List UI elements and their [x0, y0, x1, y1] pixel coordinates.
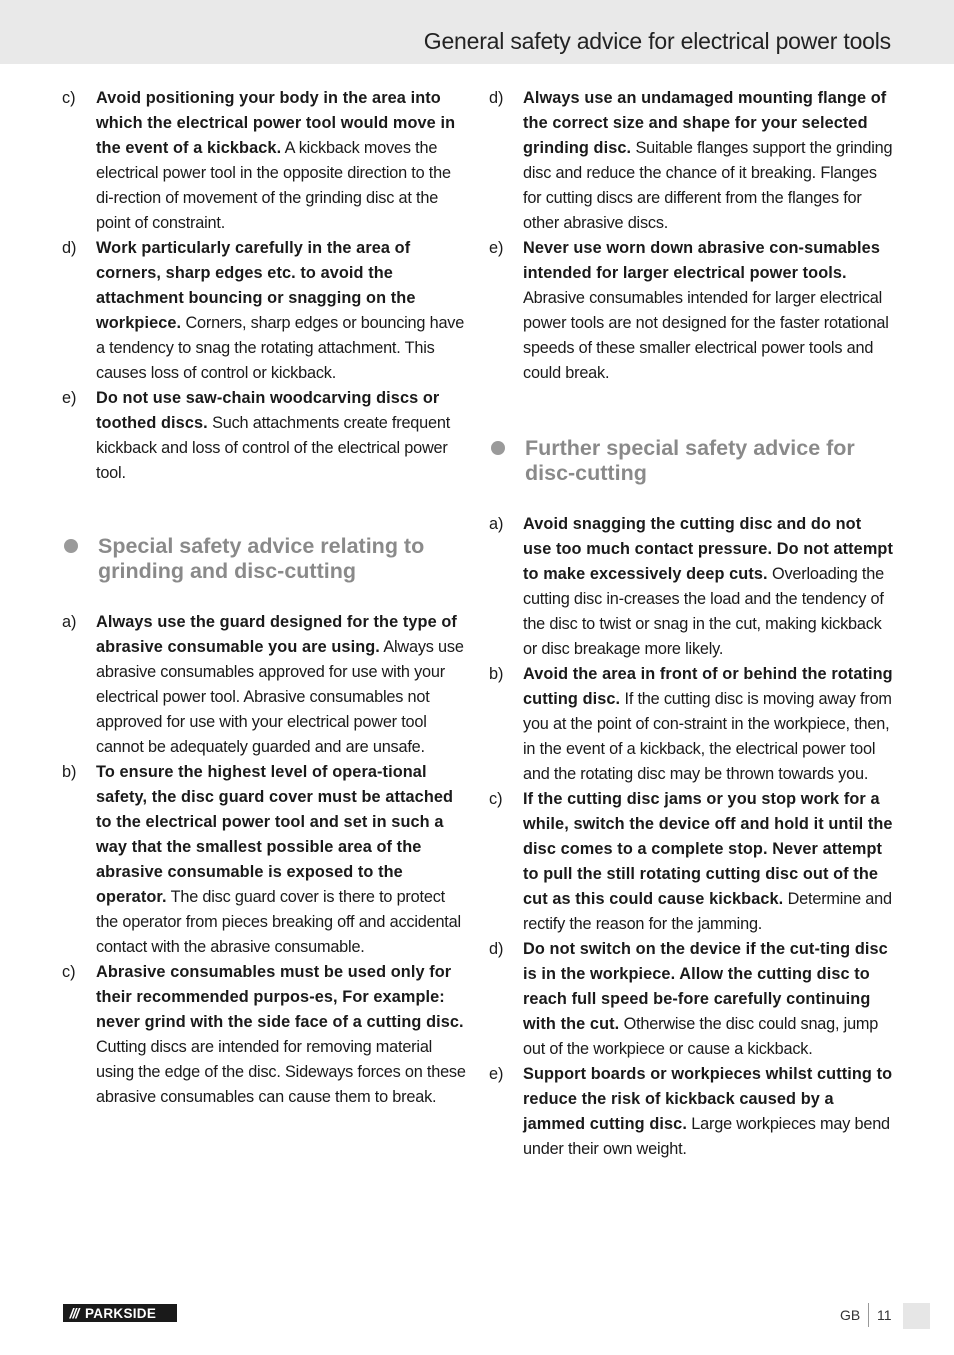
item-marker: d)	[489, 89, 504, 107]
section-heading	[489, 436, 894, 486]
item-marker: e)	[489, 1065, 504, 1083]
footer-tab	[903, 1303, 930, 1329]
list-item	[62, 86, 467, 236]
bullet-icon	[491, 441, 505, 455]
item-marker: c)	[489, 790, 503, 808]
list-item	[62, 760, 467, 960]
item-bold-text: Avoid positioning your body in the area into which the electrical power tool would move in the event of a kickback.	[96, 89, 456, 157]
left-column	[62, 86, 467, 1110]
list-item	[62, 386, 467, 486]
item-body-text: If the cutting disc is moving away from you at the point of con-straint in the workpiece, then, in the event of a kickback, the electrical power tool and the rotating disc may be thrown towards you.	[523, 690, 892, 783]
list-item	[62, 960, 467, 1110]
item-text	[96, 236, 467, 386]
item-marker: e)	[489, 239, 504, 257]
item-bold-text: Do not use saw-chain woodcarving discs or toothed discs.	[96, 389, 440, 432]
item-body-text: Cutting discs are intended for removing material using the edge of the disc. Sideways forces on these abrasive consumables can cause them to break.	[96, 1038, 466, 1106]
item-body-text: The disc guard cover is there to protect the operator from pieces breaking off and accidental contact with the abrasive consumable.	[96, 888, 461, 956]
item-marker: c)	[62, 963, 76, 981]
item-text	[523, 1062, 894, 1162]
item-text	[523, 236, 894, 386]
item-body-text: Always use abrasive consumables approved for use with your electrical power tool. Abrasive consumables not approved for use with your electrical power tool cannot be adequately guarded and are unsafe.	[96, 638, 464, 756]
item-text	[523, 512, 894, 662]
list-item	[489, 86, 894, 236]
item-marker: c)	[62, 89, 76, 107]
item-bold-text: Abrasive consumables must be used only for their recommended purpos-es, For example: never grind with the side face of a cutting disc.	[96, 963, 464, 1031]
brand-name: PARKSIDE	[85, 1305, 157, 1321]
item-bold-text: To ensure the highest level of opera-tional safety, the disc guard cover must be attached to the electrical power tool and set in such a way that the smallest possible area of the abrasive consumable is exposed to the operator.	[96, 763, 454, 906]
item-body-text: Determine and rectify the reason for the jamming.	[523, 890, 892, 933]
item-bold-text: Work particularly carefully in the area of corners, sharp edges etc. to avoid the attachment bouncing or snagging on the workpiece.	[96, 239, 416, 332]
item-marker: e)	[62, 389, 77, 407]
list-item	[62, 236, 467, 386]
logo-slashes-icon: ///	[69, 1305, 79, 1321]
item-text	[96, 760, 467, 960]
item-body-text: Suitable flanges support the grinding disc and reduce the chance of it breaking. Flanges for cutting discs are different from the flanges for other abrasive discs.	[523, 139, 893, 232]
item-body-text: Otherwise the disc could snag, jump out of the workpiece or cause a kickback.	[523, 1015, 879, 1058]
item-body-text: Overloading the cutting disc in-creases the load and the tendency of the disc to twist or snag in the cut, making kickback or disc breakage more likely.	[523, 565, 884, 658]
item-body-text: A kickback moves the electrical power tool in the opposite direction to the di-rection of movement of the grinding disc at the point of constraint.	[96, 139, 451, 232]
item-body-text: Such attachments create frequent kickback and loss of control of the electrical power tool.	[96, 414, 451, 482]
language-code: GB	[840, 1307, 861, 1323]
item-text	[523, 86, 894, 236]
item-bold-text: Never use worn down abrasive con-sumables intended for larger electrical power tools.	[523, 239, 880, 282]
item-bold-text: Do not switch on the device if the cut-ting disc is in the workpiece. Allow the cutting disc to reach full speed be-fore carefully continuing with the cut.	[523, 940, 888, 1033]
footer-divider	[868, 1303, 869, 1327]
list-item	[489, 937, 894, 1062]
item-body-text: Corners, sharp edges or bouncing have a tendency to snag the rotating attachment. This causes loss of control or kickback.	[96, 314, 465, 382]
item-bold-text: Avoid snagging the cutting disc and do not use too much contact pressure. Do not attempt to make excessively deep cuts.	[523, 515, 893, 583]
list-item	[489, 787, 894, 937]
list-item	[489, 512, 894, 662]
item-text	[523, 787, 894, 937]
item-marker: d)	[62, 239, 77, 257]
section-title: Special safety advice relating to grinding and disc-cutting	[98, 534, 425, 583]
item-text	[96, 610, 467, 760]
item-bold-text: Support boards or workpieces whilst cutting to reduce the risk of kickback caused by a jammed cutting disc.	[523, 1065, 893, 1133]
item-marker: b)	[489, 665, 504, 683]
right-column	[489, 86, 894, 1162]
list-item	[489, 662, 894, 787]
item-text	[523, 662, 894, 787]
item-body-text: Large workpieces may bend under their own weight.	[523, 1115, 890, 1158]
page-header	[0, 0, 954, 64]
item-bold-text: If the cutting disc jams or you stop work for a while, switch the device off and hold it until the disc comes to a complete stop. Never attempt to pull the still rotating cutting disc out of the cut as this could cause kickback.	[523, 790, 893, 908]
item-text	[96, 386, 467, 486]
section-heading	[62, 534, 467, 584]
item-text	[523, 937, 894, 1062]
item-text	[96, 960, 467, 1110]
section-title: Further special safety advice for disc-cutting	[525, 436, 855, 485]
item-marker: a)	[489, 515, 504, 533]
item-bold-text: Always use an undamaged mounting flange of the correct size and shape for your selected grinding disc.	[523, 89, 887, 157]
item-marker: b)	[62, 763, 77, 781]
page-number: 11	[877, 1307, 892, 1323]
parkside-logo	[63, 1304, 177, 1322]
item-marker: a)	[62, 613, 77, 631]
item-text	[96, 86, 467, 236]
item-bold-text: Always use the guard designed for the type of abrasive consumable you are using.	[96, 613, 457, 656]
list-item	[62, 610, 467, 760]
item-body-text: Abrasive consumables intended for larger electrical power tools are not designed for the faster rotational speeds of these smaller electrical power tools and could break.	[523, 289, 889, 382]
list-item	[489, 1062, 894, 1162]
item-marker: d)	[489, 940, 504, 958]
page-title: General safety advice for electrical power tools	[423, 28, 891, 54]
list-item	[489, 236, 894, 386]
item-bold-text: Avoid the area in front of or behind the rotating cutting disc.	[523, 665, 893, 708]
bullet-icon	[64, 539, 78, 553]
